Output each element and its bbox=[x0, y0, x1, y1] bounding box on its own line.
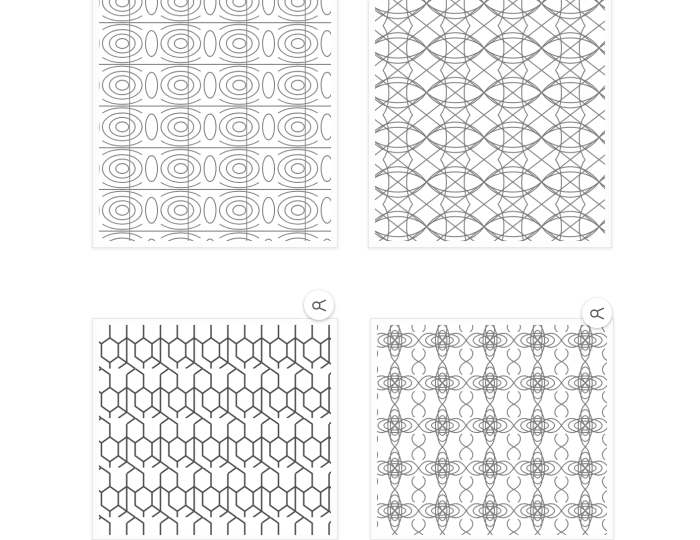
hexagon-honeycomb-pattern bbox=[93, 319, 337, 539]
diamond-wave-lattice-pattern bbox=[369, 0, 611, 247]
tile-card bbox=[92, 0, 338, 248]
grid-oval-lattice-pattern bbox=[93, 0, 337, 247]
pattern-tile-grid-oval-lattice[interactable] bbox=[92, 0, 338, 248]
tile-card bbox=[370, 318, 614, 540]
infinity-badge-icon bbox=[582, 298, 612, 328]
pattern-tile-floral-medallion-lattice[interactable] bbox=[370, 318, 614, 540]
infinity-badge-icon bbox=[304, 290, 334, 320]
pattern-tile-diamond-wave-lattice[interactable] bbox=[368, 0, 612, 248]
tile-card bbox=[368, 0, 612, 248]
floral-medallion-lattice-pattern bbox=[371, 319, 613, 539]
tile-card bbox=[92, 318, 338, 540]
pattern-tile-hexagon-honeycomb[interactable] bbox=[92, 318, 338, 540]
